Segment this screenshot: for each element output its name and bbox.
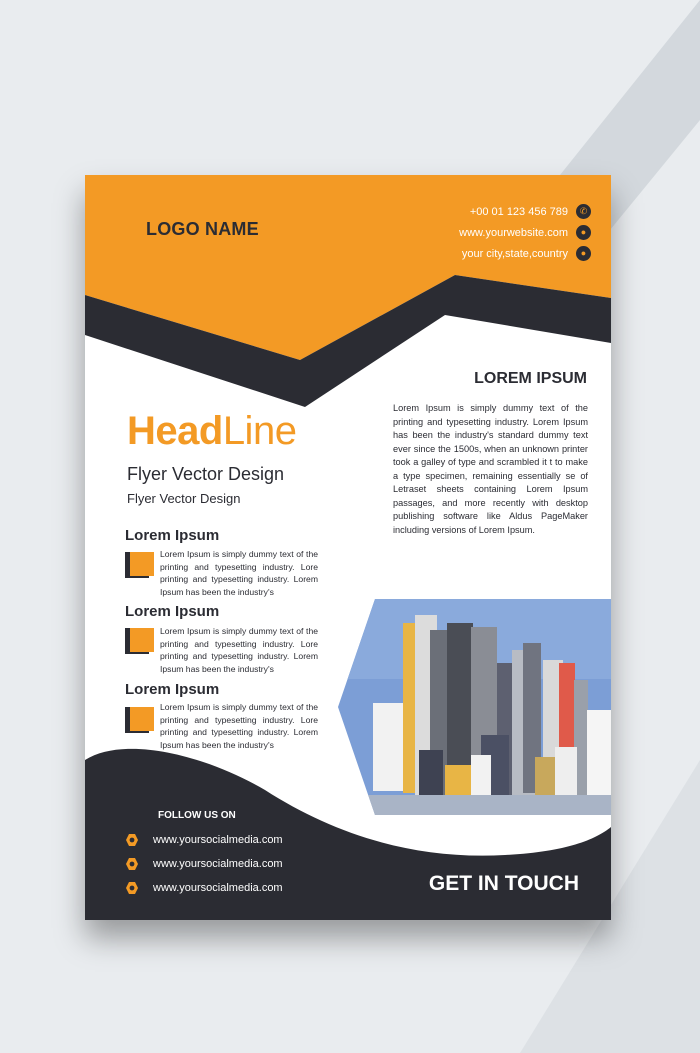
flyer (85, 175, 611, 920)
location-icon: ● (576, 246, 591, 261)
section-title: Lorem Ipsum (125, 681, 220, 698)
social-link-text[interactable]: www.yoursocialmedia.com (153, 882, 283, 894)
section-text: Lorem Ipsum is simply dummy text of the printing and typesetting industry. Lore printing and typesetting industry. Lorem Ipsum has been the industry's (160, 626, 318, 674)
contact-phone (351, 201, 591, 222)
square-icon (125, 707, 155, 737)
website-text: www.yourwebsite.com (459, 226, 568, 239)
contact-address (351, 243, 591, 264)
follow-us-label: FOLLOW US ON (158, 810, 236, 821)
right-section-title: LOREM IPSUM (474, 370, 587, 387)
section-text: Lorem Ipsum is simply dummy text of the printing and typesetting industry. Lore printing and typesetting industry. Lorem Ipsum has been the industry's (160, 549, 318, 597)
section-text: Lorem Ipsum is simply dummy text of the printing and typesetting industry. Lore printing and typesetting industry. Lorem Ipsum has been the industry's (160, 702, 318, 750)
phone-text: +00 01 123 456 789 (469, 205, 568, 218)
square-icon (125, 552, 155, 582)
hexagon-icon (125, 833, 139, 847)
subtitle-2: Flyer Vector Design (127, 491, 241, 506)
city-illustration (338, 599, 611, 815)
right-section-paragraph: Lorem Ipsum is simply dummy text of the printing and typesetting industry. Lorem Ipsum has been the industry's standard dummy text ever since the 1500s, when an unknown printer took a galley of type and scrambled it t to make a type specimen, remaining essentially se of Letraset sheets containing Lorem Ipsum passages, and more recently with desktop publishing software like Aldus PageMaker including versions of Lorem Ipsum. (393, 403, 588, 535)
phone-icon: ✆ (576, 204, 591, 219)
section-title: Lorem Ipsum (125, 527, 220, 544)
social-link-text[interactable]: www.yoursocialmedia.com (153, 834, 283, 846)
hexagon-icon (125, 857, 139, 871)
social-link[interactable] (125, 857, 283, 871)
contact-website (351, 222, 591, 243)
get-in-touch-heading: GET IN TOUCH (428, 872, 579, 895)
globe-icon: ● (576, 225, 591, 240)
section-title: Lorem Ipsum (125, 603, 220, 620)
headline-part-1: Head (127, 409, 223, 453)
square-icon (125, 628, 155, 658)
logo: LOGO NAME (146, 219, 259, 239)
social-link[interactable] (125, 833, 283, 847)
social-link[interactable] (125, 881, 283, 895)
social-link-text[interactable]: www.yoursocialmedia.com (153, 858, 283, 870)
subtitle-1: Flyer Vector Design (127, 464, 285, 484)
hexagon-icon (125, 881, 139, 895)
headline (127, 409, 296, 454)
headline-part-2: Line (222, 409, 297, 453)
contact-block (351, 201, 591, 264)
address-text: your city,state,country (461, 247, 568, 260)
